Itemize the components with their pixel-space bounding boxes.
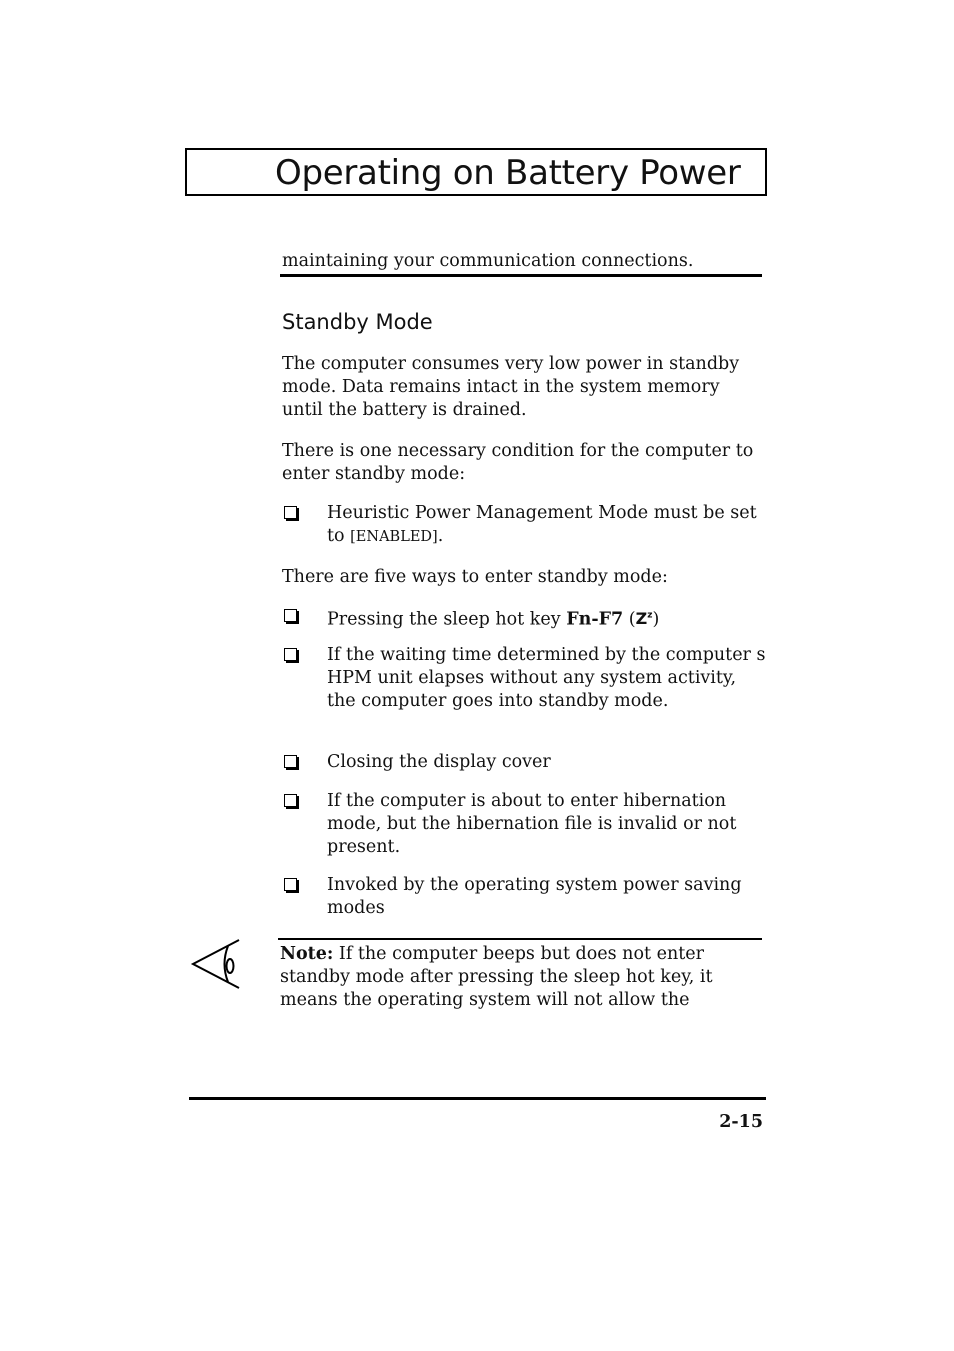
chapter-title-box [185, 148, 767, 196]
list-item-text: Closing the display cover [327, 752, 551, 772]
chapter-title: Operating on Battery Power [275, 153, 741, 193]
section-heading: Standby Mode [282, 310, 433, 334]
list-item-text: If the waiting time determined by the computer s HPM unit elapses without any system activity, the computer goes into standby mode. [327, 645, 766, 711]
footer-divider [189, 1097, 766, 1100]
checkbox-bullet-icon [284, 878, 297, 891]
note-label: Note: [280, 944, 334, 964]
list-item-text: Heuristic Power Management Mode must be set to [ENABLED]. [327, 503, 757, 546]
checkbox-bullet-icon [284, 794, 297, 807]
checkbox-bullet-icon [284, 755, 297, 768]
checkbox-bullet-icon [284, 506, 297, 519]
paragraph-intro: The computer consumes very low power in standby mode. Data remains intact in the system memory until the battery is drained. [282, 354, 740, 420]
lead-line: maintaining your communication connections. [282, 251, 694, 271]
checkbox-bullet-icon [284, 648, 297, 661]
list-item-text: Invoked by the operating system power saving modes [327, 875, 742, 918]
note-divider [278, 938, 762, 940]
paragraph-condition: There is one necessary condition for the computer to enter standby mode: [282, 441, 754, 484]
hotkey-label: Fn-F7 [566, 609, 624, 630]
paragraph-ways: There are five ways to enter standby mode: [282, 567, 668, 587]
enabled-value: [ENABLED] [350, 529, 438, 545]
list-item-text: Pressing the sleep hot key Fn-F7 $(Z^z)$ [327, 609, 660, 630]
eye-icon [190, 938, 244, 992]
note-text: Note: If the computer beeps but does not enter standby mode after pressing the sleep hot key, it means the operating system will not allow the [280, 944, 713, 1010]
list-item-text: If the computer is about to enter hibernation mode, but the hibernation file is invalid or not present. [327, 791, 737, 857]
sleep-icon: $Z^z$ [635, 609, 653, 629]
page-number: 2-15 [719, 1112, 763, 1132]
checkbox-bullet-icon [284, 609, 297, 622]
section-divider [280, 274, 762, 277]
